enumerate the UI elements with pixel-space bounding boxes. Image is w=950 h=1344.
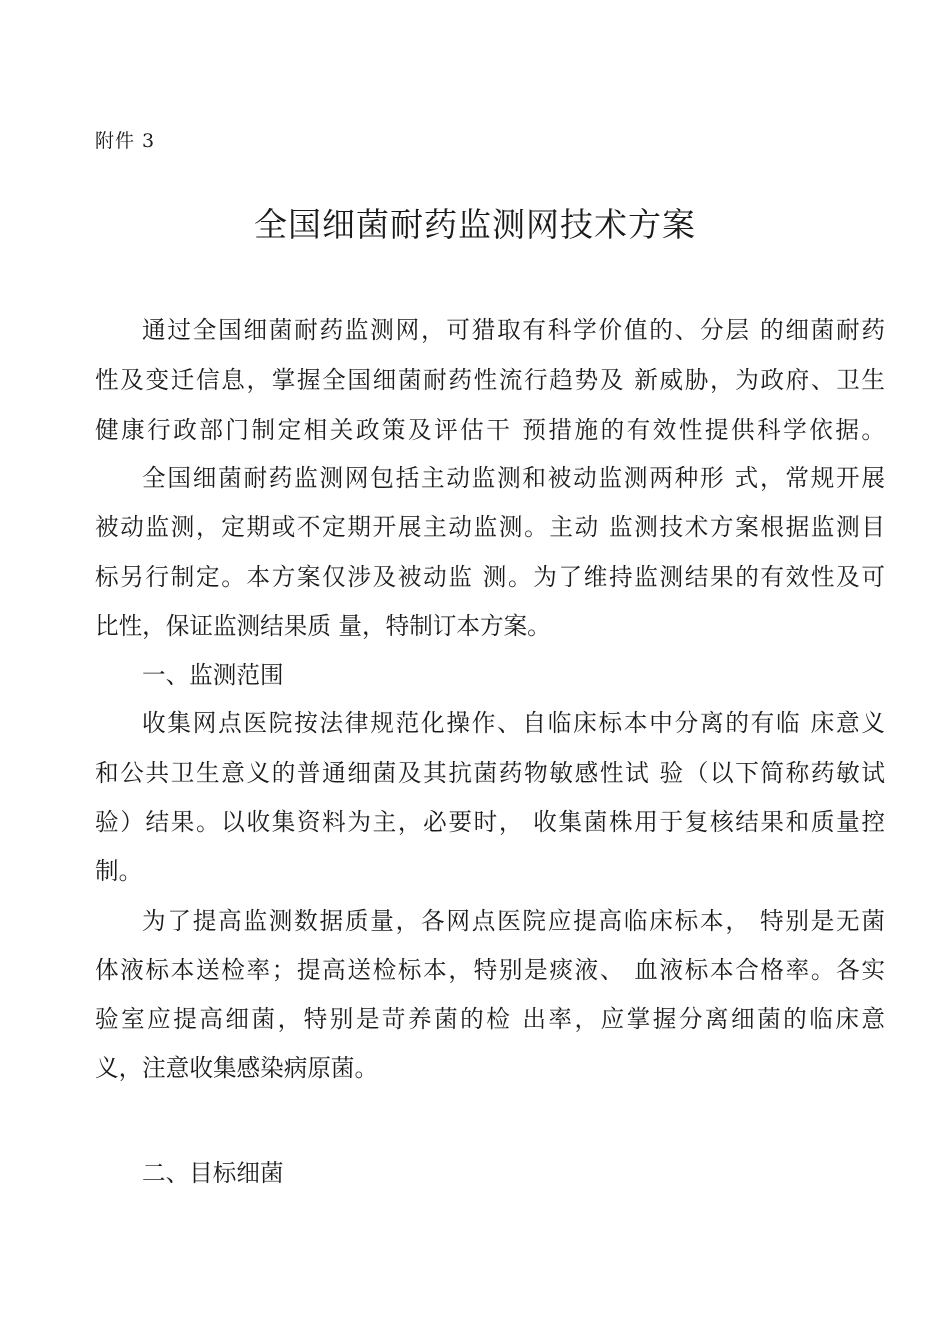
section-heading-2: 二、目标细菌 (142, 1159, 284, 1187)
paragraph-1-line-1: 通过全国细菌耐药监测网，可猎取有科学价值的、分层 的细菌耐药 (142, 316, 885, 344)
paragraph-3-line-2: 和公共卫生意义的普通细菌及其抗菌药物敏感性试 验（以下简称药敏试 (95, 759, 885, 787)
paragraph-4-line-4: 义，注意收集感染病原菌。 (95, 1054, 379, 1082)
paragraph-3-line-4: 制。 (95, 857, 143, 885)
paragraph-4-line-2: 体液标本送检率；提高送检标本，特别是痰液、 血液标本合格率。各实 (95, 956, 885, 984)
document-title: 全国细菌耐药监测网技术方案 (254, 205, 696, 244)
paragraph-3-line-3: 验）结果。以收集资料为主，必要时， 收集菌株用于复核结果和质量控 (95, 808, 885, 836)
section-heading-1: 一、监测范围 (142, 661, 284, 689)
attachment-label: 附件 3 (95, 130, 156, 152)
paragraph-2-line-3: 标另行制定。本方案仅涉及被动监 测。为了维持监测结果的有效性及可 (95, 563, 885, 591)
paragraph-2-line-2: 被动监测，定期或不定期开展主动监测。主动 监测技术方案根据监测目 (95, 513, 885, 541)
paragraph-3-line-1: 收集网点医院按法律规范化操作、自临床标本中分离的有临 床意义 (142, 709, 885, 737)
paragraph-4-line-3: 验室应提高细菌，特别是苛养菌的检 出率，应掌握分离细菌的临床意 (95, 1005, 885, 1033)
paragraph-1-line-2: 性及变迁信息，掌握全国细菌耐药性流行趋势及 新威胁，为政府、卫生 (95, 366, 885, 394)
paragraph-1-line-3: 健康行政部门制定相关政策及评估干 预措施的有效性提供科学依据。 (95, 416, 885, 444)
paragraph-4-line-1: 为了提高监测数据质量，各网点医院应提高临床标本， 特别是无菌 (142, 907, 885, 935)
paragraph-2-line-4: 比性，保证监测结果质 量，特制订本方案。 (95, 612, 551, 640)
paragraph-2-line-1: 全国细菌耐药监测网包括主动监测和被动监测两种形 式，常规开展 (142, 464, 885, 492)
